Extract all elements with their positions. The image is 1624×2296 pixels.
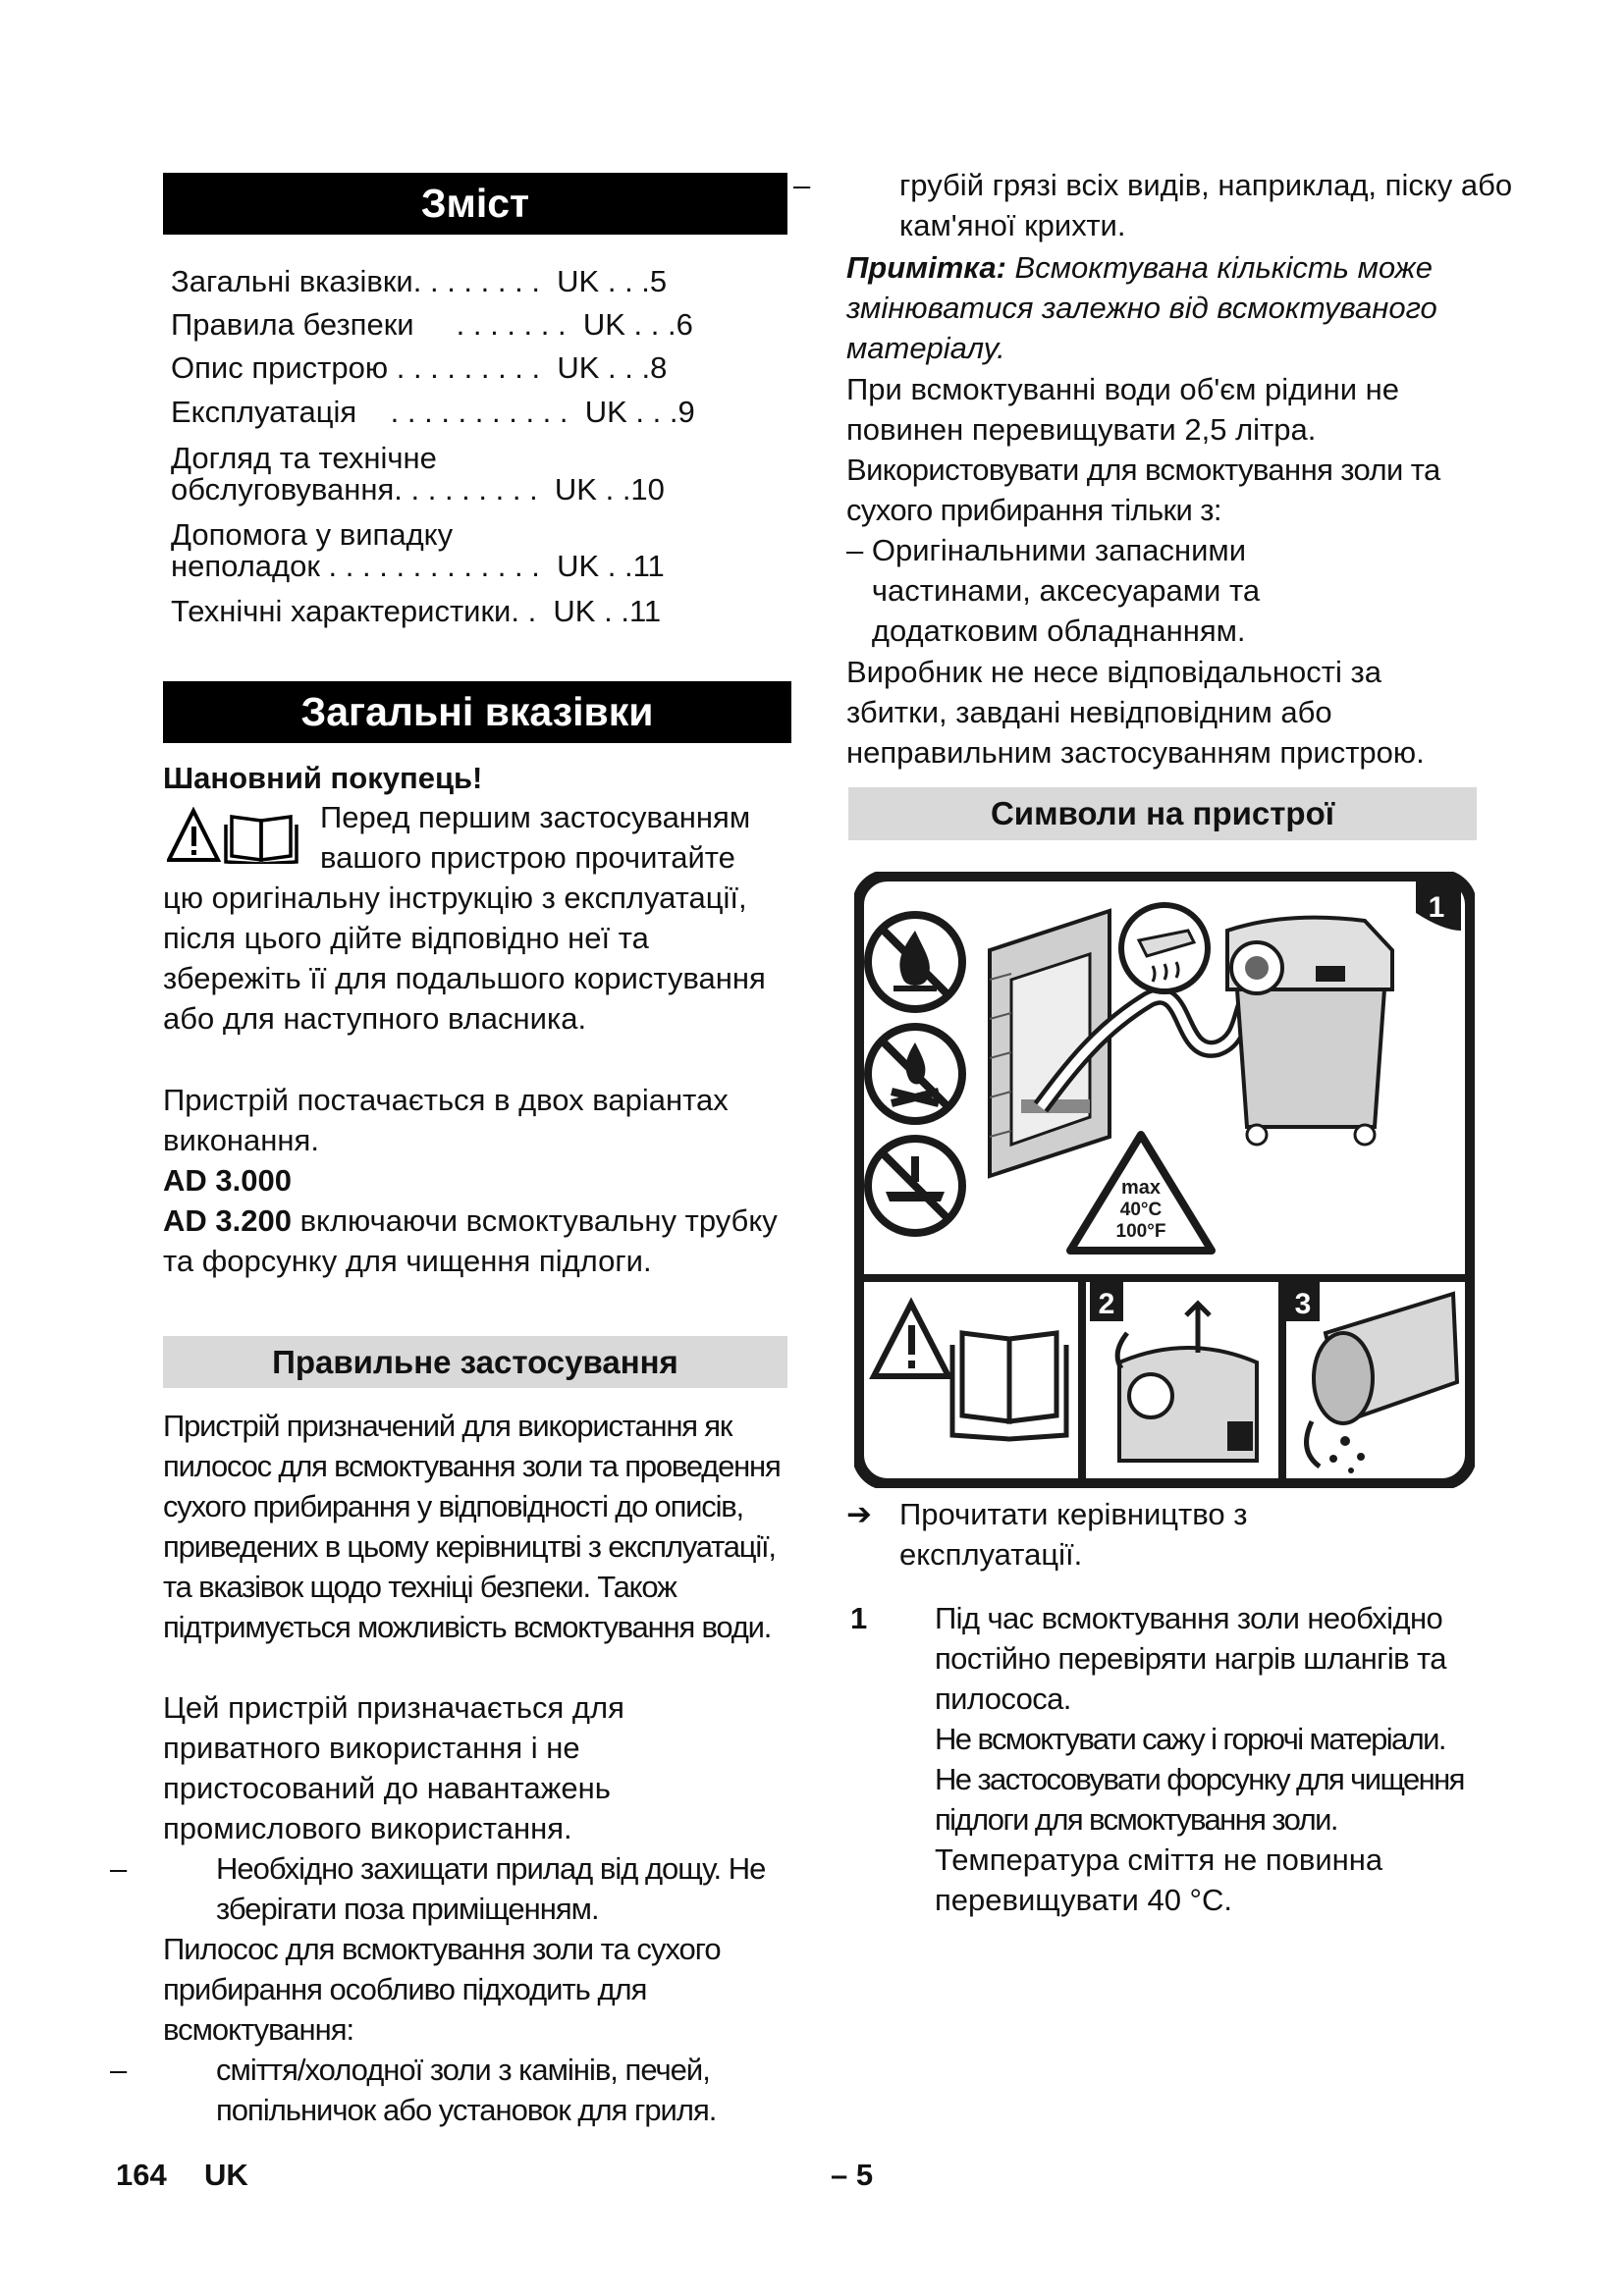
bullet-text: Оригінальними запасними частинами, аксесуарами та додатковим обладнанням. xyxy=(871,533,1261,648)
toc-row: Допомога у випадку xyxy=(171,517,454,552)
usage-heading: Правильне застосування xyxy=(163,1336,787,1388)
language-code: UK xyxy=(204,2158,248,2192)
step-2-illustration xyxy=(1090,1282,1257,1461)
general-heading: Загальні вказівки xyxy=(163,681,791,743)
usage-para-1: Пристрій призначений для використання як пилосос для всмоктування золи та проведення сухого прибирання у відповідності до описів, приведених в цьому керівництві з експлуатації, та вказівок щодо техніці безпеки. Також підтримується можливість всмоктування води. xyxy=(163,1409,781,1644)
step-3-illustration xyxy=(1286,1282,1457,1473)
page-number: 164 xyxy=(116,2158,167,2192)
toc-row[interactable]: неполадок . . . . . . . . . . . . . UK . .11 xyxy=(171,549,665,583)
no-fire-icon xyxy=(868,1027,962,1121)
usage-bullet-3 xyxy=(793,165,1534,245)
read-manual-text: Прочитати керівництво з експлуатації. xyxy=(899,1497,1248,1572)
greeting: Шановний покупець! xyxy=(163,761,483,795)
note xyxy=(846,247,1481,368)
hand-check-icon xyxy=(1121,905,1208,991)
read-manual-row xyxy=(846,1494,1481,1575)
section-page: – 5 xyxy=(831,2158,874,2192)
bullet-text: сміття/холодної золи з камінів, печей, попільничок або установок для гриля. xyxy=(216,2053,717,2127)
bullet-text: грубій грязі всіх видів, наприклад, піску або кам'яної крихти. xyxy=(899,168,1513,242)
liability-para: Виробник не несе відповідальності за збитки, завдані невідповідним або неправильним застосуванням пристрою. xyxy=(846,655,1425,770)
temp-c-label: 40°C xyxy=(1119,1200,1163,1220)
toc-row[interactable]: Експлуатація . . . . . . . . . . . UK . . .9 xyxy=(171,395,695,429)
intro-line-1: Перед першим застосуванням xyxy=(320,800,751,834)
temp-f-label: 100°F xyxy=(1115,1221,1166,1242)
note-label: Примітка: xyxy=(846,250,1006,285)
figure-label-2: 2 xyxy=(1098,1288,1115,1320)
max-temperature-icon xyxy=(1070,1135,1212,1251)
usage-bullet-2 xyxy=(110,2050,840,2130)
no-flame-icon xyxy=(868,915,962,1009)
model-2-para xyxy=(163,1201,787,1281)
note-text: Всмоктувана кількість може змінюватися залежно від всмоктуваного матеріалу. xyxy=(846,250,1437,365)
read-manual-icon xyxy=(874,1304,1066,1439)
model-2-desc: включаючи всмоктувальну трубку та форсунку для чищення підлоги. xyxy=(163,1203,778,1278)
figure-label-1: 1 xyxy=(1428,891,1445,924)
usage-para-2: Цей пристрій призначається для приватного використання і не пристосований до навантажень промислового використання. xyxy=(163,1690,624,1845)
symbols-heading: Символи на пристрої xyxy=(848,787,1477,840)
vacuum-cleaner-illustration xyxy=(1227,918,1392,1145)
usage-para-3: Пилосос для всмоктування золи та сухого прибирання особливо підходить для всмоктування: xyxy=(163,1932,721,2047)
water-para: При всмоктуванні води об'єм рідини не повинен перевищувати 2,5 літра. xyxy=(846,372,1399,447)
item-number: 1 xyxy=(850,1601,868,1635)
usage-bullet-1 xyxy=(110,1848,840,1929)
bullet-dash: – xyxy=(846,533,872,567)
toc-row[interactable]: Загальні вказівки. . . . . . . . UK . . .5 xyxy=(171,264,668,298)
variants-text: Пристрій постачається в двох варіантах виконання. xyxy=(163,1083,729,1157)
model-1: AD 3.000 xyxy=(163,1163,292,1198)
toc-row: Догляд та технічне xyxy=(171,441,437,475)
model-2: AD 3.200 xyxy=(163,1203,292,1238)
toc-row[interactable]: обслуговування. . . . . . . . . UK . .10 xyxy=(171,472,665,507)
item-text-1: Під час всмоктування золи необхідно постійно перевіряти нагрів шлангів та пилососа. xyxy=(935,1601,1446,1716)
intro-text: цю оригінальну інструкцію з експлуатації, після цього дійте відповідно неї та збережіть її для подальшого користування або для наступного власника. xyxy=(163,881,766,1036)
usage-bullet-4 xyxy=(846,530,1481,651)
item-text-2: Не всмоктувати сажу і горючі матеріали. xyxy=(935,1722,1445,1756)
no-floor-nozzle-icon xyxy=(868,1139,962,1233)
warning-book-icon xyxy=(167,807,314,864)
bullet-dash: – xyxy=(110,1851,127,1886)
bullet-dash: – xyxy=(110,2053,127,2087)
toc-heading: Зміст xyxy=(163,173,787,235)
temp-max-label: max xyxy=(1120,1177,1162,1199)
bullet-dash: – xyxy=(793,168,811,202)
item-text-3: Не застосовувати форсунку для чищення підлоги для всмоктування золи. xyxy=(935,1762,1464,1837)
use-with-para: Використовувати для всмоктування золи та сухого прибирання тільки з: xyxy=(846,453,1440,527)
toc-row[interactable]: Технічні характеристики. . UK . .11 xyxy=(171,594,662,628)
toc-row[interactable]: Правила безпеки . . . . . . . UK . . .6 xyxy=(171,307,693,342)
device-symbols-figure xyxy=(854,872,1475,1488)
toc-row[interactable]: Опис пристрою . . . . . . . . . UK . . .8 xyxy=(171,350,668,385)
item-text-4: Температура сміття не повинна перевищувати 40 °C. xyxy=(935,1842,1383,1917)
bullet-text: Необхідно захищати прилад від дощу. Не зберігати поза приміщенням. xyxy=(216,1851,766,1926)
arrow-right-icon: ➔ xyxy=(846,1497,872,1531)
figure-label-3: 3 xyxy=(1294,1288,1312,1320)
intro-line-2: вашого пристрою прочитайте xyxy=(320,840,735,875)
